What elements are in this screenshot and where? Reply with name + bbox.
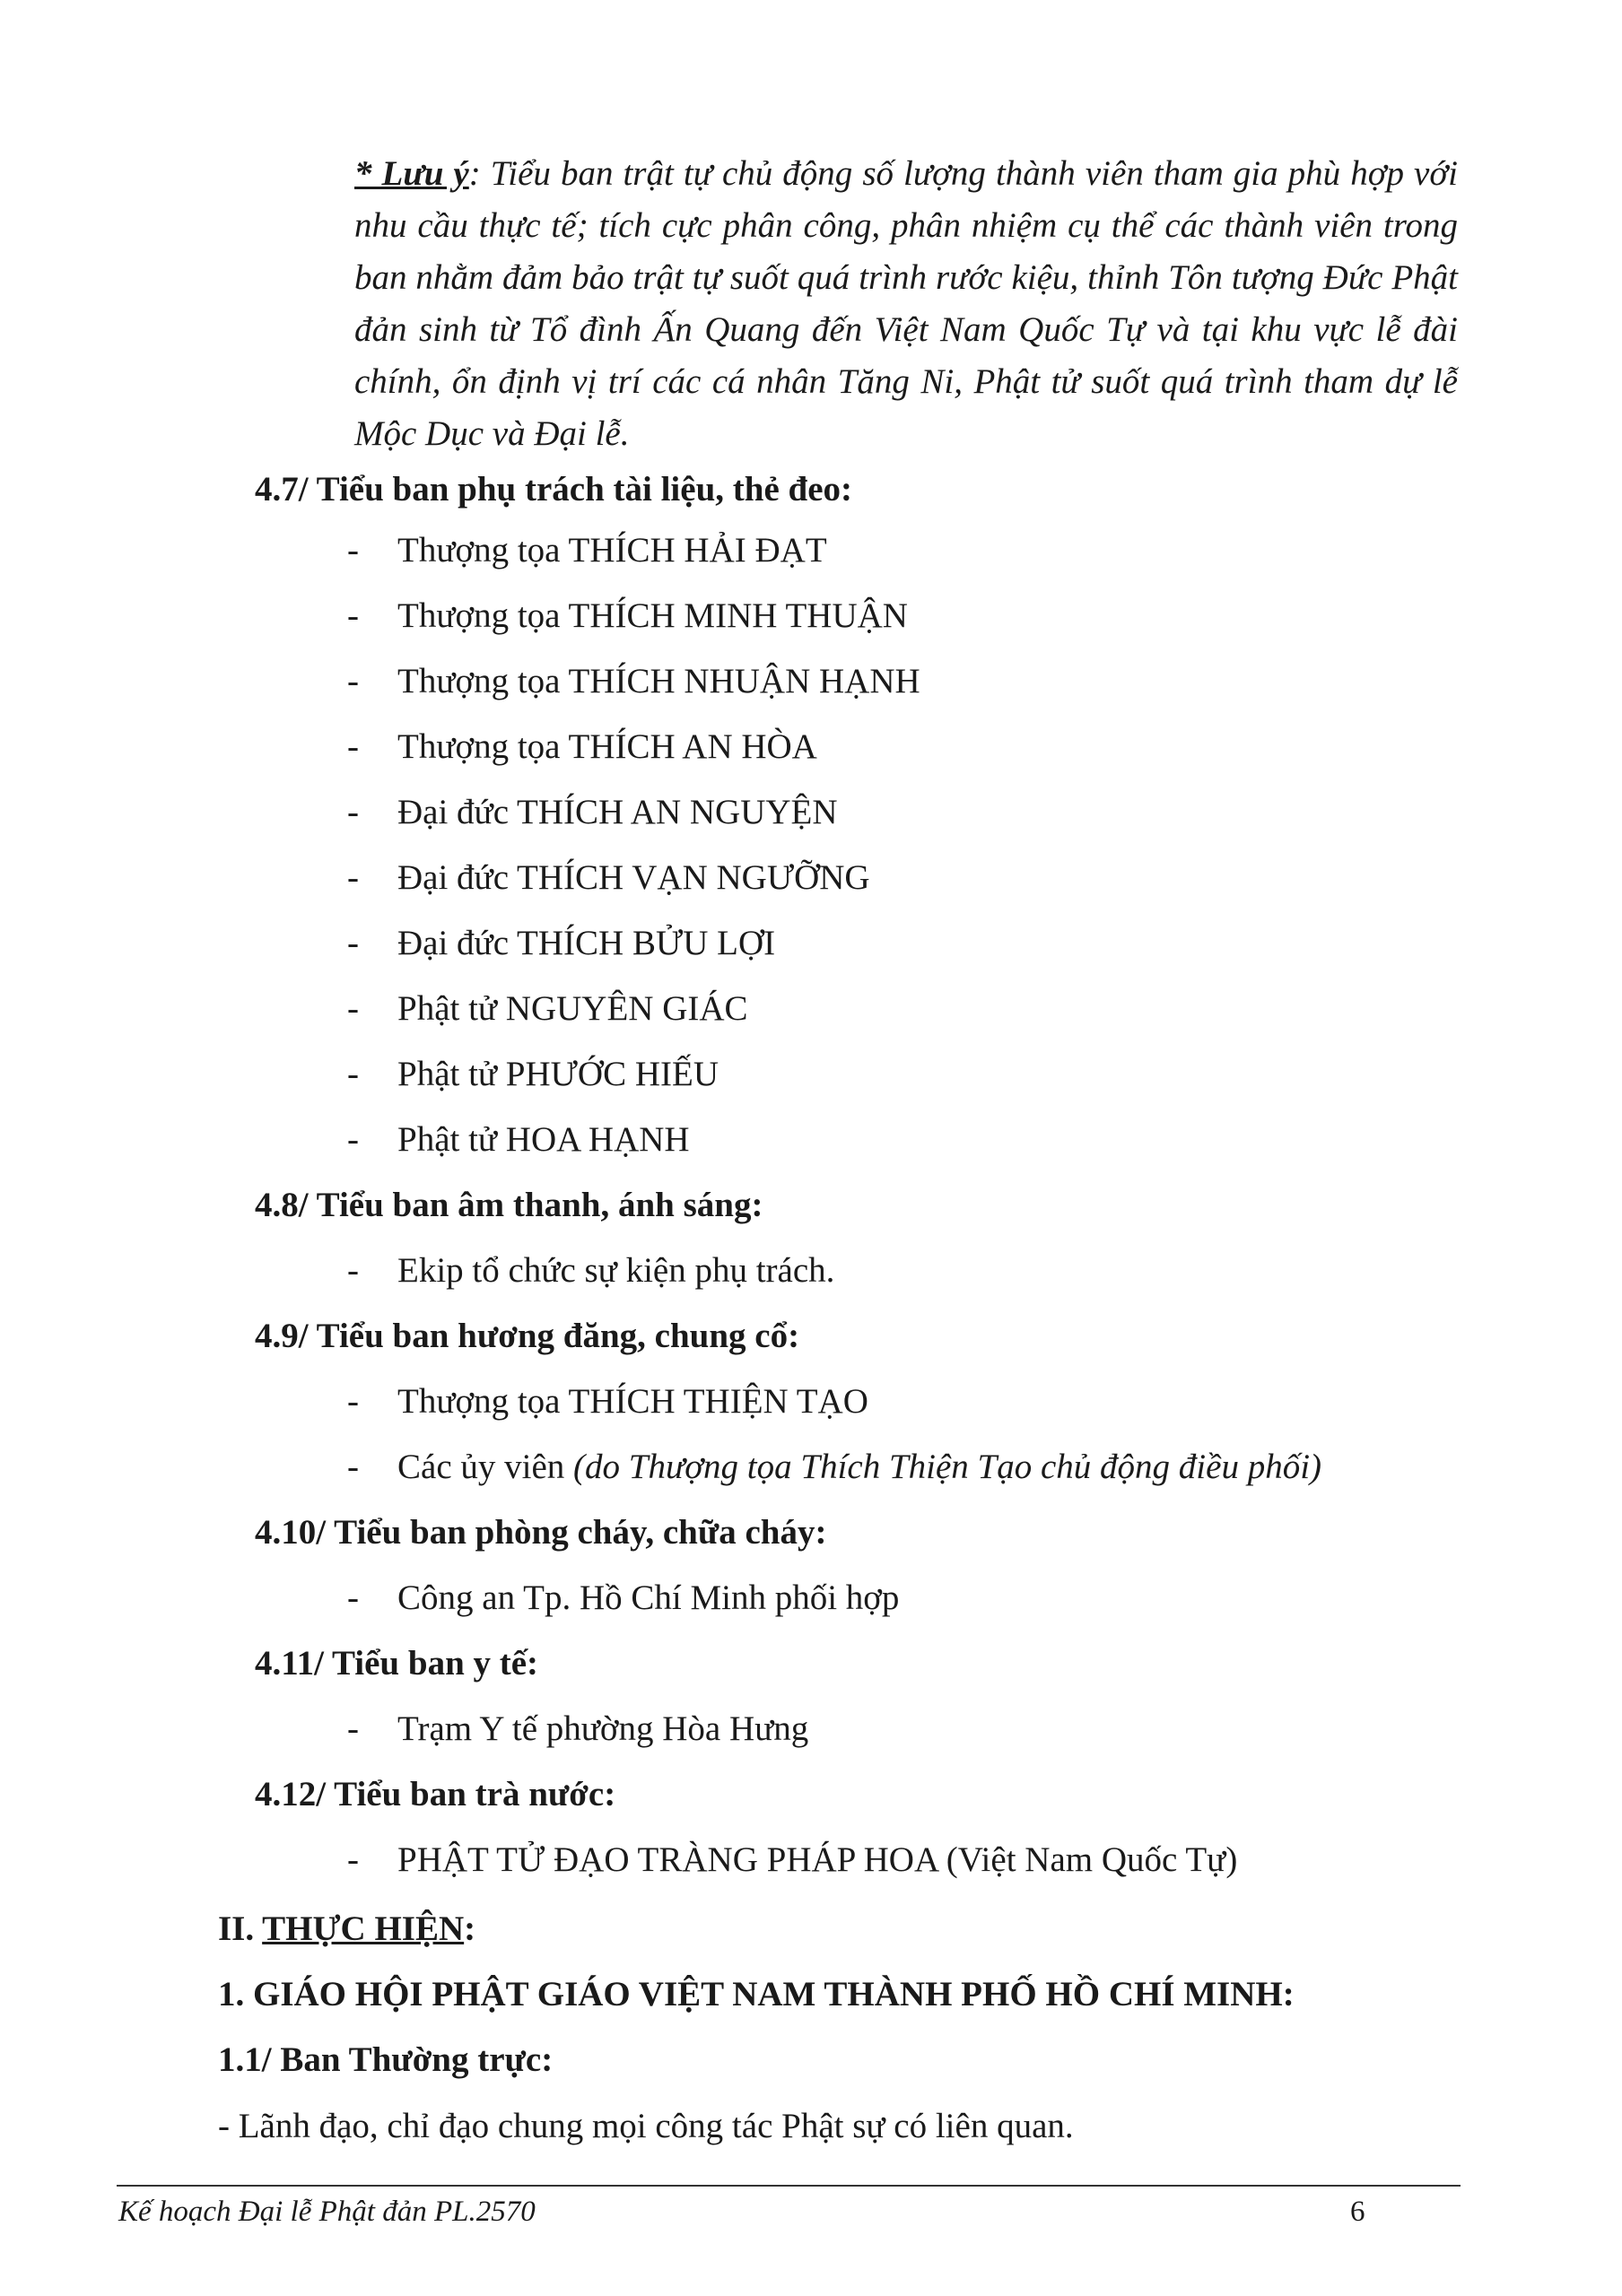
list-item: - Thượng tọa THÍCH MINH THUẬN <box>347 596 908 635</box>
list-item: - Phật tử NGUYÊN GIÁC <box>347 989 748 1028</box>
footer-title: Kế hoạch Đại lễ Phật đản PL.2570 <box>118 2196 536 2228</box>
list-item: - Thượng tọa THÍCH THIỆN TẠO <box>347 1382 868 1421</box>
list-item: - Thượng tọa THÍCH AN HÒA <box>347 727 817 766</box>
note-label: * Lưu ý <box>354 154 469 193</box>
list-item: - Trạm Y tế phường Hòa Hưng <box>347 1709 809 1748</box>
list-item: - Đại đức THÍCH AN NGUYỆN <box>347 793 838 831</box>
list-item: - Các ủy viên (do Thượng tọa Thích Thiện Tạo chủ động điều phối) <box>347 1448 1322 1486</box>
list-item: - Công an Tp. Hồ Chí Minh phối hợp <box>347 1578 900 1617</box>
section-4-8-heading: 4.8/ Tiểu ban âm thanh, ánh sáng: <box>255 1186 763 1224</box>
list-item: - Phật tử HOA HẠNH <box>347 1120 690 1159</box>
list-item: - Thượng tọa THÍCH HẢI ĐẠT <box>347 531 827 570</box>
list-item: - Ekip tổ chức sự kiện phụ trách. <box>347 1251 835 1290</box>
footer-divider <box>117 2185 1461 2187</box>
section-1-1-text: - Lãnh đạo, chỉ đạo chung mọi công tác Phật sự có liên quan. <box>218 2107 1074 2145</box>
section-4-9-heading: 4.9/ Tiểu ban hương đăng, chung cổ: <box>255 1317 800 1355</box>
note-paragraph <box>354 148 1458 460</box>
section-4-11-heading: 4.11/ Tiểu ban y tế: <box>255 1644 539 1683</box>
list-item: - Thượng tọa THÍCH NHUẬN HẠNH <box>347 662 920 700</box>
part-ii-heading: II. THỰC HIỆN: <box>218 1909 476 1948</box>
list-item: - Đại đức THÍCH BỬU LỢI <box>347 924 776 962</box>
section-1-1-heading: 1.1/ Ban Thường trực: <box>218 2040 554 2079</box>
section-1-heading: 1. GIÁO HỘI PHẬT GIÁO VIỆT NAM THÀNH PHỐ HỒ CHÍ MINH: <box>218 1975 1295 2013</box>
list-item: - PHẬT TỬ ĐẠO TRÀNG PHÁP HOA (Việt Nam Quốc Tự) <box>347 1840 1238 1879</box>
section-4-10-heading: 4.10/ Tiểu ban phòng cháy, chữa cháy: <box>255 1513 827 1552</box>
section-4-12-heading: 4.12/ Tiểu ban trà nước: <box>255 1775 616 1813</box>
list-item: - Đại đức THÍCH VẠN NGƯỠNG <box>347 858 870 897</box>
section-4-7-heading: 4.7/ Tiểu ban phụ trách tài liệu, thẻ đeo: <box>255 470 852 509</box>
list-item: - Phật tử PHƯỚC HIẾU <box>347 1055 719 1093</box>
note-text: : Tiểu ban trật tự chủ động số lượng thành viên tham gia phù hợp với nhu cầu thực tế; tích cực phân công, phân nhiệm cụ thể các thành viên trong ban nhằm đảm bảo trật tự suốt quá trình rước kiệu, thỉnh Tôn tượng Đức Phật đản sinh từ Tổ đình Ấn Quang đến Việt Nam Quốc Tự và tại khu vực lễ đài chính, ổn định vị trí các cá nhân Tăng Ni, Phật tử suốt quá trình tham dự lễ Mộc Dục và Đại lễ. <box>354 154 1458 453</box>
page-number: 6 <box>1350 2196 1365 2228</box>
